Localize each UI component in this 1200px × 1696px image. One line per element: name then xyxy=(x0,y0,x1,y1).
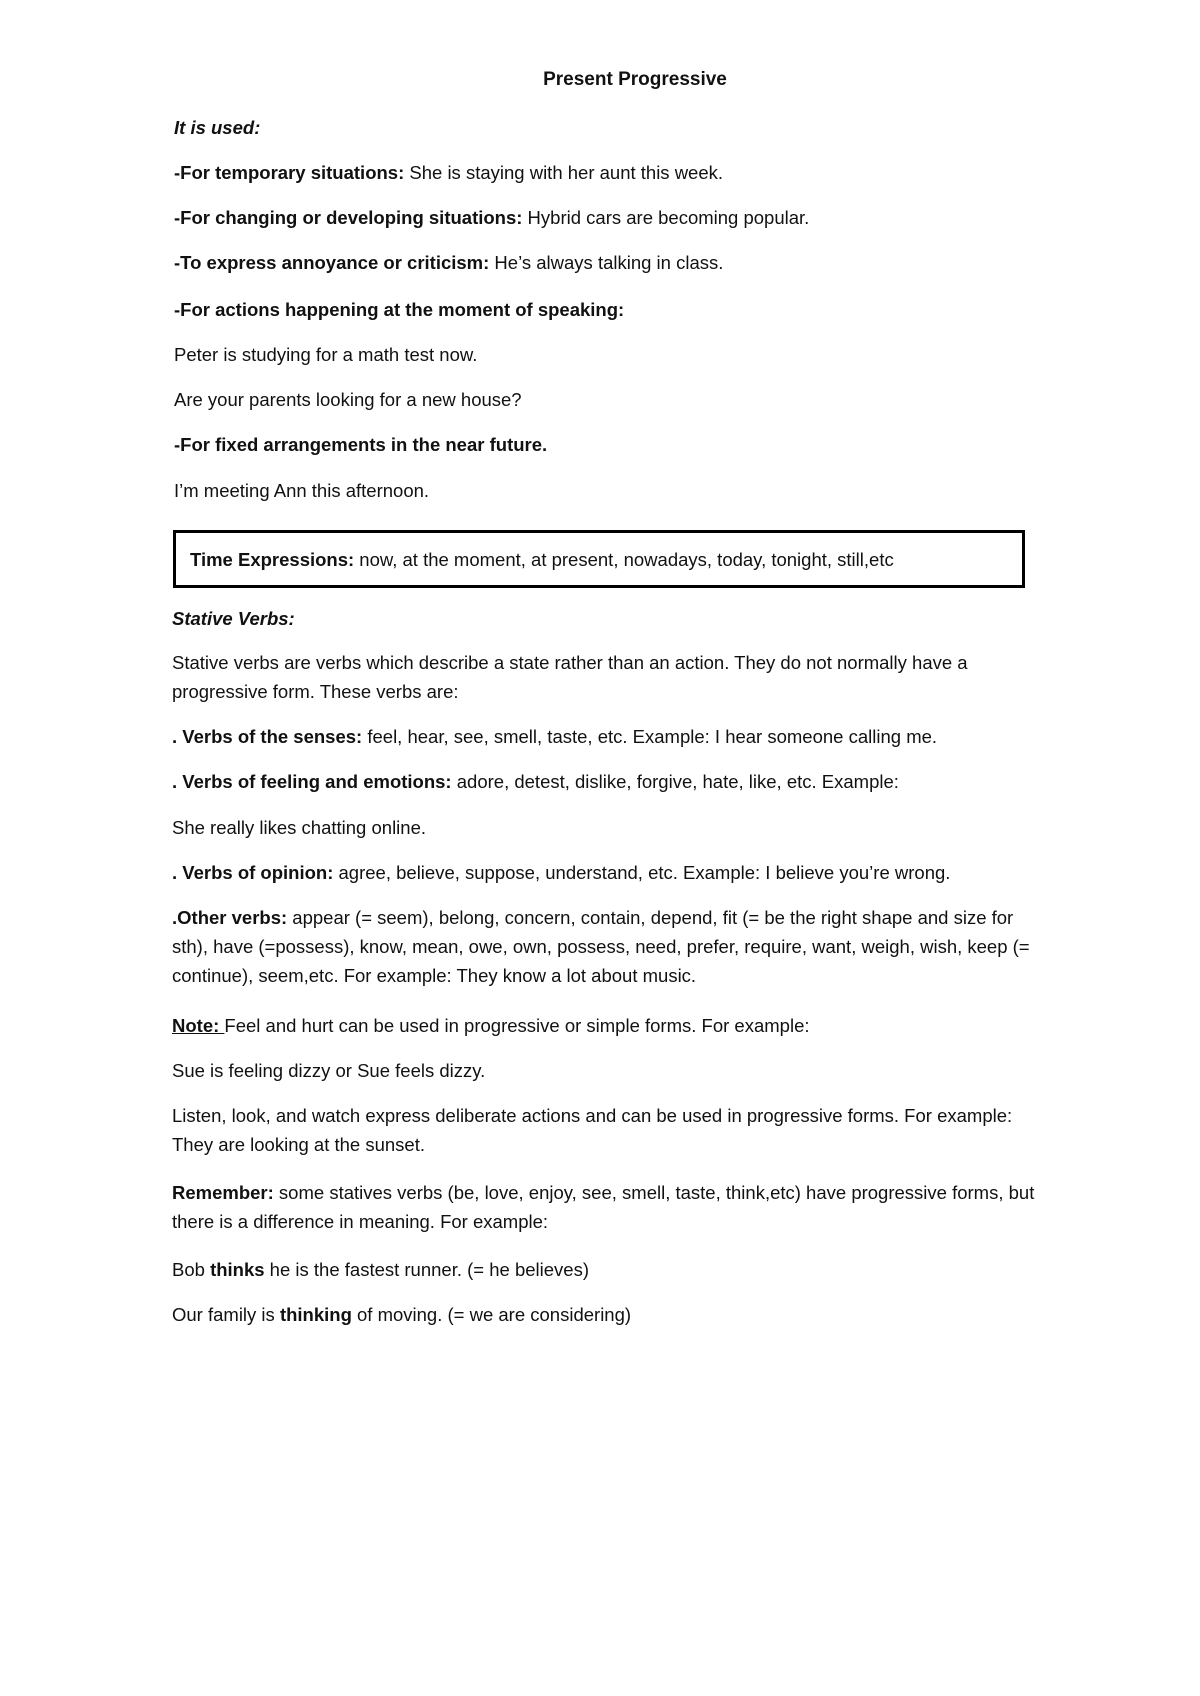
stative-listen: Listen, look, and watch express deliberate actions and can be used in progressive forms. For example: They are looking at the sunset. xyxy=(172,1105,1013,1155)
use-moment-example-2: Are your parents looking for a new house? xyxy=(174,389,522,410)
time-expressions-box xyxy=(173,530,1025,588)
stative-remember-text: some statives verbs (be, love, enjoy, see, smell, taste, think,etc) have progressive forms, but there is a difference in meaning. For example: xyxy=(172,1182,1035,1232)
stative-senses xyxy=(172,722,937,751)
stative-intro: Stative verbs are verbs which describe a state rather than an action. They do not normally have a progressive form. These verbs are: xyxy=(172,652,968,702)
stative-feeling-text: adore, detest, dislike, forgive, hate, like, etc. Example: xyxy=(451,771,899,792)
stative-senses-label: . Verbs of the senses: xyxy=(172,726,363,747)
stative-note-text: Feel and hurt can be used in progressive or simple forms. For example: xyxy=(224,1015,810,1036)
stative-opinion-label: . Verbs of opinion: xyxy=(172,862,334,883)
stative-feeling-example: She really likes chatting online. xyxy=(172,817,427,838)
stative-note xyxy=(172,1011,810,1040)
stative-remember-label: Remember: xyxy=(172,1182,274,1203)
use-future-label: -For fixed arrangements in the near future. xyxy=(174,434,548,455)
time-expressions-text: now, at the moment, at present, nowadays, today, tonight, still,etc xyxy=(354,549,894,570)
use-temporary-text: She is staying with her aunt this week. xyxy=(404,162,724,183)
use-changing xyxy=(174,203,809,232)
stative-example-2-pre: Our family is xyxy=(172,1304,280,1325)
use-changing-label: -For changing or developing situations: xyxy=(174,207,523,228)
stative-remember xyxy=(172,1178,1052,1236)
use-annoyance-label: -To express annoyance or criticism: xyxy=(174,252,490,273)
stative-other-label: .Other verbs: xyxy=(172,907,288,928)
time-expressions xyxy=(190,545,894,574)
use-temporary-label: -For temporary situations: xyxy=(174,162,405,183)
stative-note-example: Sue is feeling dizzy or Sue feels dizzy. xyxy=(172,1060,486,1081)
stative-feeling xyxy=(172,767,899,796)
stative-other xyxy=(172,903,1052,990)
stative-example-2-bold: thinking xyxy=(279,1304,352,1325)
stative-example-1-bold: thinks xyxy=(210,1259,265,1280)
use-temporary xyxy=(174,158,723,187)
page-title: Present Progressive xyxy=(543,69,727,90)
stative-heading: Stative Verbs: xyxy=(172,608,295,629)
stative-opinion-text: agree, believe, suppose, understand, etc. Example: I believe you’re wrong. xyxy=(333,862,951,883)
stative-feeling-label: . Verbs of feeling and emotions: xyxy=(172,771,452,792)
stative-opinion xyxy=(172,858,950,887)
stative-example-2-post: of moving. (= we are considering) xyxy=(351,1304,632,1325)
use-moment-label: -For actions happening at the moment of speaking: xyxy=(174,299,625,320)
stative-example-1 xyxy=(172,1255,589,1284)
stative-example-1-post: he is the fastest runner. (= he believes) xyxy=(264,1259,589,1280)
use-annoyance xyxy=(174,248,723,277)
use-moment-example-1: Peter is studying for a math test now. xyxy=(174,344,478,365)
use-future-example: I’m meeting Ann this afternoon. xyxy=(174,480,430,501)
stative-example-2 xyxy=(172,1300,631,1329)
time-expressions-label: Time Expressions: xyxy=(190,549,355,570)
stative-example-1-pre: Bob xyxy=(172,1259,211,1280)
stative-other-text: appear (= seem), belong, concern, contain, depend, fit (= be the right shape and size for sth), have (=possess), know, mean, owe, own, possess, need, prefer, require, want, weigh, wish, keep (= continue), seem,etc. For example: They know a lot about music. xyxy=(172,907,1030,986)
use-changing-text: Hybrid cars are becoming popular. xyxy=(522,207,810,228)
use-annoyance-text: He’s always talking in class. xyxy=(489,252,724,273)
uses-heading: It is used: xyxy=(174,117,261,138)
stative-senses-text: feel, hear, see, smell, taste, etc. Example: I hear someone calling me. xyxy=(362,726,938,747)
stative-note-label: Note: xyxy=(172,1015,225,1036)
